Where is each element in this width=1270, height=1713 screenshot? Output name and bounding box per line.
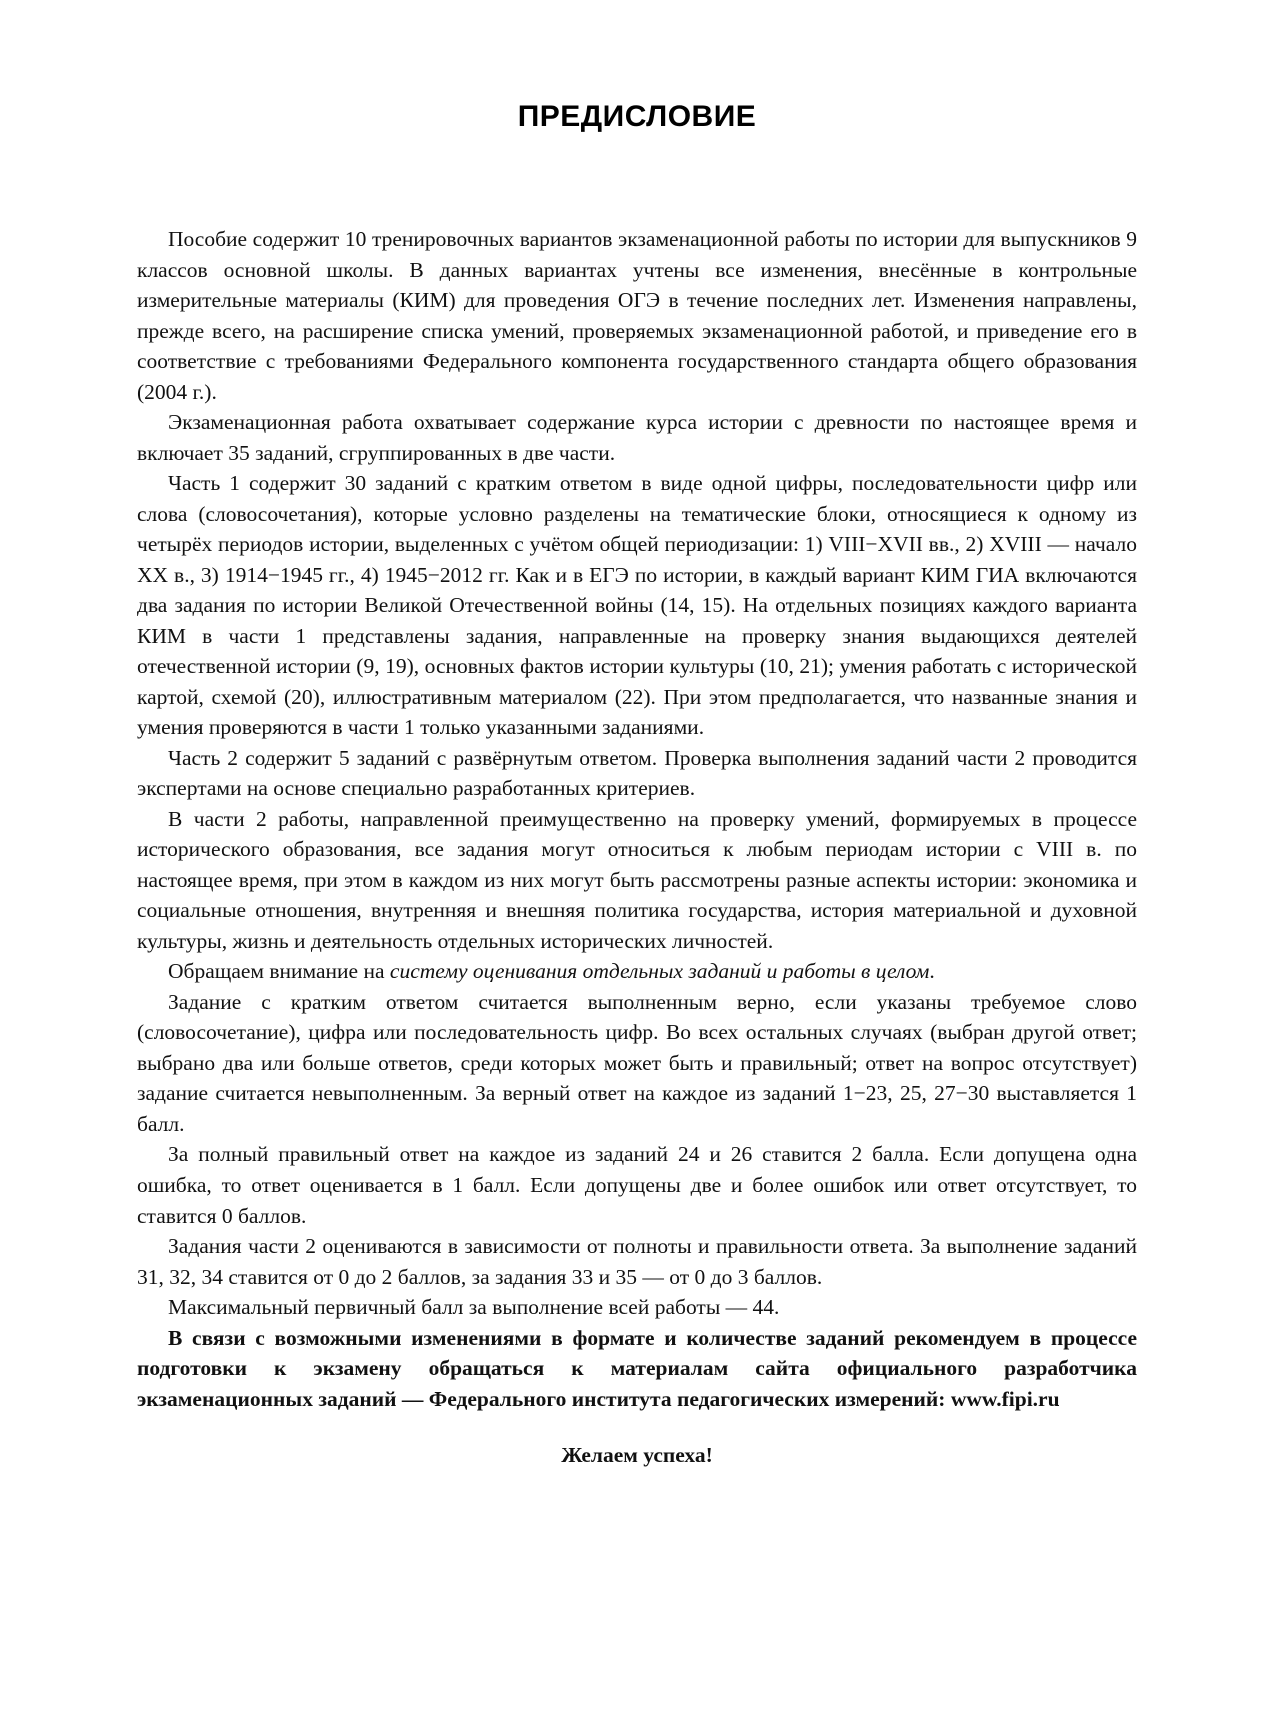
paragraph-attention [137, 956, 1137, 987]
paragraph-2: Экзаменационная работа охватывает содержание курса истории с древности по настоящее время и включает 35 заданий, сгруппированных в две части. [137, 410, 1137, 465]
paragraph-5: В части 2 работы, направленной преимущественно на проверку умений, формируемых в процессе исторического образования, все задания могут относиться к любым периодам истории с VIII в. по настоящее время, при этом в каждом из них могут быть рассмотрены разные аспекты истории: экономика и социальные отношения, внутренняя и внешняя политика государства, история материальной и духовной культуры, жизнь и деятельность отдельных исторических личностей. [137, 806, 1137, 953]
preface-body [137, 224, 1137, 1471]
attention-lead: Обращаем внимание на [168, 959, 390, 984]
paragraph-3: Часть 1 содержит 30 заданий с кратким ответом в виде одной цифры, последовательности цифр или слова (словосочетания), которые условно разделены на тематические блоки, относящиеся к одному из четырёх периодов истории, выделенных с учётом общей периодизации: 1) VIII−XVII вв., 2) XVIII — начало XX в., 3) 1914−1945 гг., 4) 1945−2012 гг. Как и в ЕГЭ по истории, в каждый вариант КИМ ГИА включаются два задания по истории Великой Отечественной войны (14, 15). На отдельных позициях каждого варианта КИМ в части 1 представлены задания, направленные на проверку знания выдающихся деятелей отечественной истории (9, 19), основных фактов истории культуры (10, 21); умения работать с исторической картой, схемой (20), иллюстративным материалом (22). При этом предполагается, что названные знания и умения проверяются в части 1 только указанными заданиями. [137, 471, 1137, 740]
page-content [137, 0, 1137, 1471]
attention-tail: . [929, 959, 935, 984]
paragraph-9: Максимальный первичный балл за выполнение всей работы — 44. [168, 1295, 780, 1320]
paragraph-4: Часть 2 содержит 5 заданий с развёрнутым ответом. Проверка выполнения заданий части 2 проводится экспертами на основе специально разработанных критериев. [137, 745, 1137, 801]
closing-wish: Желаем успеха! [561, 1443, 713, 1468]
paragraph-7: За полный правильный ответ на каждое из заданий 24 и 26 ставится 2 балла. Если допущена одна ошибка, то ответ оценивается в 1 балл. Если допущены две и более ошибок или ответ отсутствует, то ставится 0 баллов. [137, 1142, 1137, 1228]
paragraph-bold-notice: В связи с возможными изменениями в формате и количестве заданий рекомендуем в процессе подготовки к экзамену обращаться к материалам сайта официального разработчика экзаменационных заданий — Федерального института педагогических измерений: www.fipi.ru [137, 1325, 1137, 1411]
page-title: ПРЕДИСЛОВИЕ [517, 100, 757, 133]
paragraph-8: Задания части 2 оцениваются в зависимости от полноты и правильности ответа. За выполнение заданий 31, 32, 34 ставится от 0 до 2 баллов, за задания 33 и 35 — от 0 до 3 баллов. [137, 1234, 1137, 1289]
attention-italic: систему оценивания отдельных заданий и работы в целом [389, 959, 930, 984]
paragraph-1: Пособие содержит 10 тренировочных вариантов экзаменационной работы по истории для выпускников 9 классов основной школы. В данных вариантах учтены все изменения, внесённые в контрольные измерительные материалы (КИМ) для проведения ОГЭ в течение последних лет. Изменения направлены, прежде всего, на расширение списка умений, проверяемых экзаменационной работой, и приведение его в соответствие с требованиями Федерального компонента государственного стандарта общего образования (2004 г.). [137, 227, 1137, 404]
paragraph-6: Задание с кратким ответом считается выполненным верно, если указаны требуемое слово (словосочетание), цифра или последовательность цифр. Во всех остальных случаях (выбран другой ответ; выбрано два или больше ответов, среди которых может быть и правильный; ответ на вопрос отсутствует) задание считается невыполненным. За верный ответ на каждое из заданий 1−23, 25, 27−30 выставляется 1 балл. [137, 989, 1137, 1136]
